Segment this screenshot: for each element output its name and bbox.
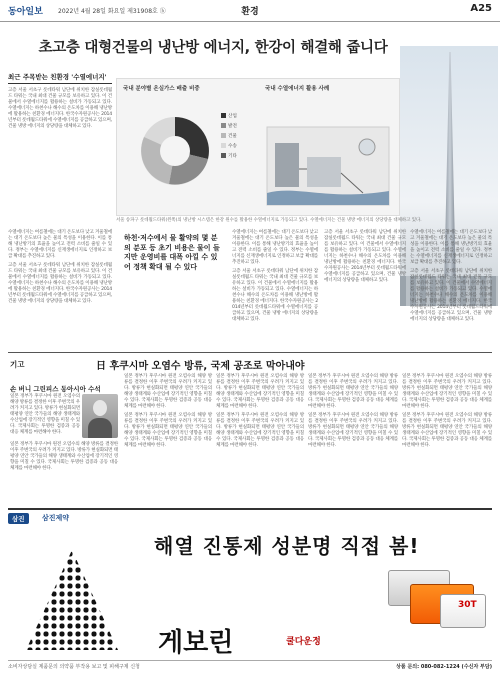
brand-name: 삼진제약 (42, 514, 70, 522)
opinion-title: 日 후쿠시마 오염수 방류, 국제 공조로 막아내야 (96, 361, 305, 372)
opinion-column-3 (216, 374, 304, 449)
mid-column-3 (232, 230, 318, 323)
article-subhead: 최근 주목받는 친환경 '수열에너지' (8, 72, 112, 84)
opinion-body-4b: 일본 정부가 후쿠시마 원전 오염수의 해양 방류를 결정한 이후 주변국의 우려가 커지고 있다. 방류가 현실화되면 태평양 연안 국가들의 해양 생태계와 수산업에 장기적인 영향을 미칠 수 있다. 국제사회는 투명한 검증과 공동 대응 체계를 마련해야 한다. (308, 413, 398, 448)
photo-caption: 서울 송파구 롯데월드타워(왼쪽)의 냉난방 시스템은 한강 원수를 활용한 수열에너지로 가동되고 있다. 수열에너지는 건물 냉방 에너지의 상당량을 대체하고 있다. (116, 218, 422, 223)
section-label: 환경 (241, 7, 259, 17)
page-number: A25 (470, 3, 492, 14)
opinion-body-4: 일본 정부가 후쿠시마 원전 오염수의 해양 방류를 결정한 이후 주변국의 우려가 커지고 있다. 방류가 현실화되면 태평양 연안 국가들의 해양 생태계와 수산업에 장기적인 영향을 미칠 수 있다. 국제사회는 투명한 검증과 공동 대응 체계를 마련해야 한다. (308, 374, 398, 409)
opinion-body-3: 일본 정부가 후쿠시마 원전 오염수의 해양 방류를 결정한 이후 주변국의 우려가 커지고 있다. 방류가 현실화되면 태평양 연안 국가들의 해양 생태계와 수산업에 장기적인 영향을 미칠 수 있다. 국제사회는 투명한 검증과 공동 대응 체계를 마련해야 한다. (216, 374, 304, 409)
tree-dots-graphic (26, 550, 118, 650)
legend-item-1: 산업 (221, 113, 237, 119)
facility-building (275, 143, 299, 187)
section-divider (8, 352, 492, 353)
ad-footer (8, 660, 492, 670)
pull-quote: 하천·저수에서 물 활약의 몇 분의 분포 등 초기 비용은 물이 들지만 운영비를 대폭 아낄 수 있어 정책 확대 될 수 있다 (124, 234, 220, 271)
masthead (0, 0, 500, 22)
opinion-column-2 (124, 374, 212, 449)
opinion-body-1b: 일본 정부가 후쿠시마 원전 오염수의 해양 방류를 결정한 이후 주변국의 우려가 커지고 있다. 방류가 현실화되면 태평양 연안 국가들의 해양 생태계와 수산업에 장기적인 영향을 미칠 수 있다. 국제사회는 투명한 검증과 공동 대응 체계를 마련해야 한다. (10, 442, 118, 471)
advertisement[interactable] (8, 508, 492, 670)
opinion-body-2b: 일본 정부가 후쿠시마 원전 오염수의 해양 방류를 결정한 이후 주변국의 우려가 커지고 있다. 방류가 현실화되면 태평양 연안 국가들의 해양 생태계와 수산업에 장기적인 영향을 미칠 수 있다. 국제사회는 투명한 검증과 공동 대응 체계를 마련해야 한다. (124, 413, 212, 448)
mid-body-text-5: 수열에너지는 여름철에는 대기 온도보다 낮고 겨울철에는 대기 온도보다 높은 물의 특성을 이용한다. 이를 통해 냉난방기의 효율을 높이고 전력 소비를 줄일 수 있다. 정부는 수열에너지를 신재생에너지로 인정하고 보급 확대를 추진하고 있다. (410, 230, 492, 265)
product-variant: 쿨다운정 (286, 637, 321, 647)
facility-plant (307, 157, 341, 187)
mid-body-text-3b: 고층 서울 서초구 롯데타워 남단에 위치한 잠실롯데월드 타워는 국내 최대 건물 규모를 보유하고 있다. 이 건물에서 수열에너지를 활용하는 설비가 가동되고 있다. 수열에너지는 하천수나 해수의 온도차를 이용해 냉난방에 활용하는 친환경 에너지다. 한국수자원공사는 2014년부터 롯데월드타워에 수열에너지를 공급하고 있으며, 건물 냉방 에너지의 상당량을 대체하고 있다. (232, 269, 318, 322)
mid-body-text-1: 수열에너지는 여름철에는 대기 온도보다 낮고 겨울철에는 대기 온도보다 높은 물의 특성을 이용한다. 이를 통해 냉난방기의 효율을 높이고 전력 소비를 줄일 수 있다. 정부는 수열에너지를 신재생에너지로 인정하고 보급 확대를 추진하고 있다. (8, 230, 112, 259)
infographic-graphics (117, 93, 401, 217)
legend-swatch-1 (221, 113, 226, 118)
mid-body-text-1b: 고층 서울 서초구 롯데타워 남단에 위치한 잠실롯데월드 타워는 국내 최대 건물 규모를 보유하고 있다. 이 건물에서 수열에너지를 활용하는 설비가 가동되고 있다. 수열에너지는 하천수나 해수의 온도차를 이용해 냉난방에 활용하는 친환경 에너지다. 한국수자원공사는 2014년부터 롯데월드타워에 수열에너지를 공급하고 있으며, 건물 냉방 에너지의 상당량을 대체하고 있다. (8, 263, 112, 304)
lead-body-text: 고층 서울 서초구 롯데타워 남단에 위치한 잠실롯데월드 타워는 국내 최대 건물 규모를 보유하고 있다. 이 건물에서 수열에너지를 활용하는 설비가 가동되고 있다. 수열에너지는 하천수나 해수의 온도차를 이용해 냉난방에 활용하는 친환경 에너지다. 한국수자원공사는 2014년부터 롯데월드타워에 수열에너지를 공급하고 있으며, 건물 냉방 에너지의 상당량을 대체하고 있다. (8, 88, 112, 129)
opinion-column-5 (402, 374, 492, 449)
mid-body-text-5b: 고층 서울 서초구 롯데타워 남단에 위치한 잠실롯데월드 타워는 국내 최대 건물 규모를 보유하고 있다. 이 건물에서 수열에너지를 활용하는 설비가 가동되고 있다. 수열에너지는 하천수나 해수의 온도차를 이용해 냉난방에 활용하는 친환경 에너지다. 한국수자원공사는 2014년부터 롯데월드타워에 수열에너지를 공급하고 있으며, 건물 냉방 에너지의 상당량을 대체하고 있다. (410, 269, 492, 322)
opinion-column-1 (10, 394, 80, 436)
issue-date: 2022년 4월 28일 화요일 제31908호 ⓑ (58, 8, 166, 15)
brand-mark: 삼진 (8, 513, 29, 524)
legend-swatch-5 (221, 153, 226, 158)
opinion-body-1: 일본 정부가 후쿠시마 원전 오염수의 해양 방류를 결정한 이후 주변국의 우려가 커지고 있다. 방류가 현실화되면 태평양 연안 국가들의 해양 생태계와 수산업에 장기적인 영향을 미칠 수 있다. 국제사회는 투명한 검증과 공동 대응 체계를 마련해야 한다. (10, 394, 80, 435)
legend-swatch-3 (221, 133, 226, 138)
newspaper-logo: 동아일보 (8, 7, 43, 17)
mid-body-text-3: 수열에너지는 여름철에는 대기 온도보다 낮고 겨울철에는 대기 온도보다 높은 물의 특성을 이용한다. 이를 통해 냉난방기의 효율을 높이고 전력 소비를 줄일 수 있다. 정부는 수열에너지를 신재생에너지로 인정하고 보급 확대를 추진하고 있다. (232, 230, 318, 265)
mid-column-1 (8, 230, 112, 305)
legend-item-2: 발전 (221, 123, 237, 129)
opinion-body-3b: 일본 정부가 후쿠시마 원전 오염수의 해양 방류를 결정한 이후 주변국의 우려가 커지고 있다. 방류가 현실화되면 태평양 연안 국가들의 해양 생태계와 수산업에 장기적인 영향을 미칠 수 있다. 국제사회는 투명한 검증과 공동 대응 체계를 마련해야 한다. (216, 413, 304, 448)
ad-footer-text: 소비자상담실 제품문의 의약품 부작용 보고 및 피해구제 신청 (8, 664, 140, 670)
article-headline: 초고층 대형건물의 냉난방 에너지, 한강이 해결해 줍니다 (38, 40, 388, 56)
legend-item-5: 기타 (221, 153, 237, 159)
ad-phone: 상품 문의: 080-082-1224 (수신자 부담) (396, 664, 492, 670)
opinion-author: 손 버니 그린피스 동아시아 수석 (10, 385, 101, 393)
opinion-body-2: 일본 정부가 후쿠시마 원전 오염수의 해양 방류를 결정한 이후 주변국의 우려가 커지고 있다. 방류가 현실화되면 태평양 연안 국가들의 해양 생태계와 수산업에 장기적인 영향을 미칠 수 있다. 국제사회는 투명한 검증과 공동 대응 체계를 마련해야 한다. (124, 374, 212, 409)
infographic-box (116, 78, 400, 216)
legend-item-3: 건물 (221, 133, 237, 139)
author-portrait (82, 394, 118, 438)
legend-swatch-2 (221, 123, 226, 128)
heat-exchanger-icon (359, 139, 375, 155)
product-name: 게보린 (158, 628, 234, 658)
mid-column-4 (324, 230, 406, 284)
mid-column-5 (410, 230, 492, 323)
mid-body-text-4: 고층 서울 서초구 롯데타워 남단에 위치한 잠실롯데월드 타워는 국내 최대 건물 규모를 보유하고 있다. 이 건물에서 수열에너지를 활용하는 설비가 가동되고 있다. 수열에너지는 하천수나 해수의 온도차를 이용해 냉난방에 활용하는 친환경 에너지다. 한국수자원공사는 2014년부터 롯데월드타워에 수열에너지를 공급하고 있으며, 건물 냉방 에너지의 상당량을 대체하고 있다. (324, 230, 406, 283)
legend-swatch-4 (221, 143, 226, 148)
legend-item-4: 수송 (221, 143, 237, 149)
ad-headline: 해열 진통제 성분명 직접 봄! (154, 534, 420, 558)
opinion-column-4 (308, 374, 398, 449)
donut-hole (160, 136, 190, 166)
opinion-body-5: 일본 정부가 후쿠시마 원전 오염수의 해양 방류를 결정한 이후 주변국의 우려가 커지고 있다. 방류가 현실화되면 태평양 연안 국가들의 해양 생태계와 수산업에 장기적인 영향을 미칠 수 있다. 국제사회는 투명한 검증과 공동 대응 체계를 마련해야 한다. (402, 374, 492, 409)
opinion-tag: 기고 (10, 360, 25, 369)
infographic-left-title: 국내 분야별 온실가스 배출 비중 (123, 86, 200, 92)
lead-column (8, 72, 112, 130)
count-badge: 30T (458, 600, 477, 610)
opinion-body-5b: 일본 정부가 후쿠시마 원전 오염수의 해양 방류를 결정한 이후 주변국의 우려가 커지고 있다. 방류가 현실화되면 태평양 연안 국가들의 해양 생태계와 수산업에 장기적인 영향을 미칠 수 있다. 국제사회는 투명한 검증과 공동 대응 체계를 마련해야 한다. (402, 413, 492, 448)
infographic-right-title: 국내 수열에너지 활용 사례 (265, 86, 330, 92)
opinion-column-1b (10, 442, 118, 472)
